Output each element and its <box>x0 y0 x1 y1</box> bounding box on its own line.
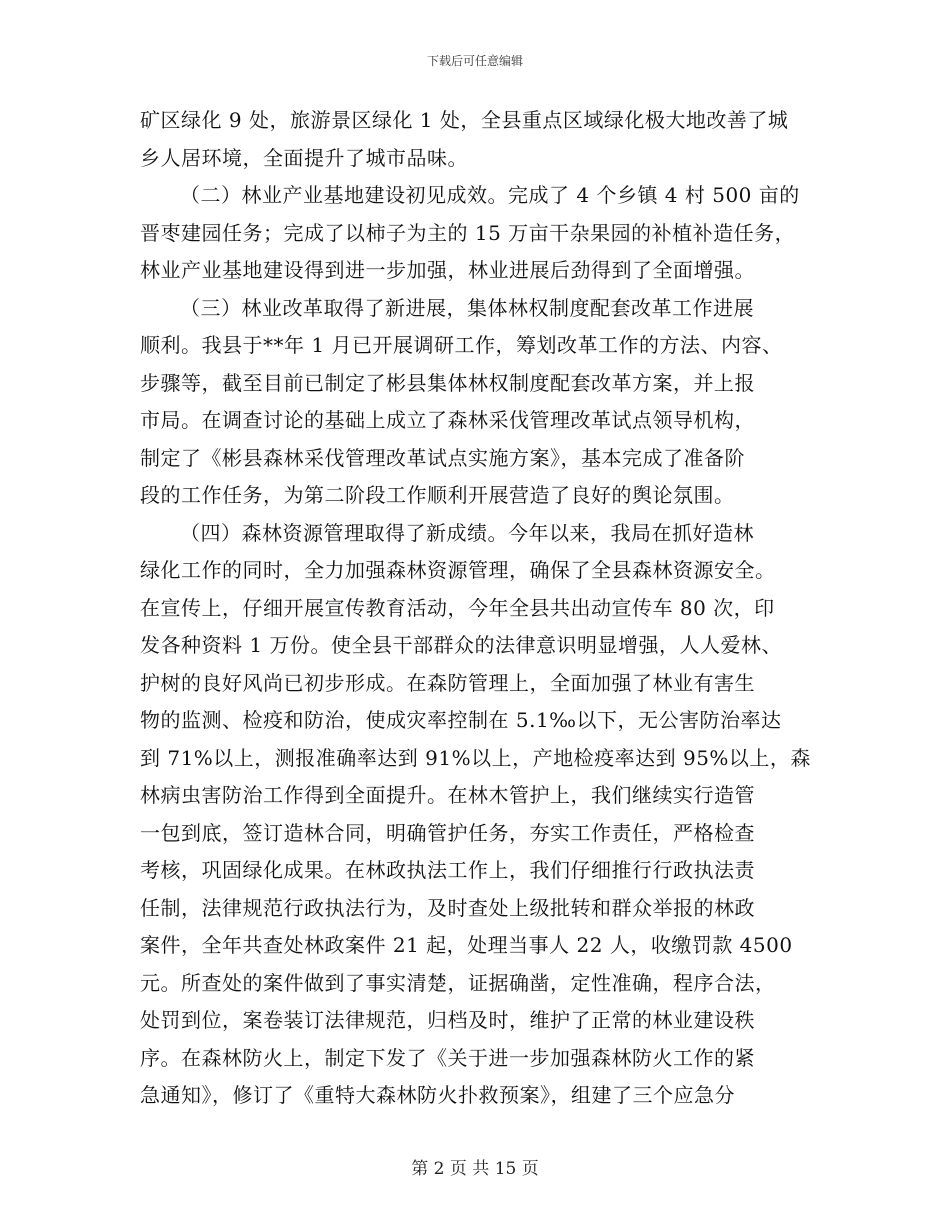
text-line: 段的工作任务，为第二阶段工作顺利开展营造了良好的舆论氛围。 <box>140 483 735 507</box>
paragraph-start-line: （三）林业改革取得了新进展，集体林权制度配套改革工作进展 <box>180 295 754 320</box>
text-line: 市局。在调查讨论的基础上成立了森林采伐管理改革试点领导机构， <box>140 408 755 432</box>
text-line: 晋枣建园任务；完成了以柿子为主的 15 万亩干杂果园的补植补造任务， <box>140 220 796 245</box>
text-line: 处罚到位，案卷装订法律规范，归档及时，维护了正常的林业建设秩 <box>140 1008 755 1032</box>
text-line: 步骤等，截至目前已制定了彬县集体林权制度配套改革方案，并上报 <box>140 370 755 395</box>
paragraph-start-line: （二）林业产业基地建设初见成效。完成了 4 个乡镇 4 村 500 亩的 <box>180 183 800 207</box>
text-line: 案件，全年共查处林政案件 21 起，处理当事人 22 人，收缴罚款 4500 <box>140 933 793 957</box>
text-line: 任制，法律规范行政执法行为，及时查处上级批转和群众举报的林政 <box>140 895 755 920</box>
text-line: 乡人居环境，全面提升了城市品味。 <box>140 145 468 170</box>
text-line: 制定了《彬县森林采伐管理改革试点实施方案》，基本完成了准备阶 <box>140 445 745 470</box>
text-line: 林病虫害防治工作得到全面提升。在林木管护上，我们继续实行造管 <box>140 783 755 807</box>
text-line: 发各种资料 1 万份。使全县干部群众的法律意识明显增强，人人爱林、 <box>140 633 782 657</box>
text-line: 矿区绿化 9 处，旅游景区绿化 1 处，全县重点区域绿化极大地改善了城 <box>140 108 789 132</box>
text-line: 到 71%以上，测报准确率达到 91%以上，产地检疫率达到 95%以上，森 <box>140 745 811 770</box>
document-body <box>140 102 812 1115</box>
text-line: 考核，巩固绿化成果。在林政执法工作上，我们仔细推行行政执法责 <box>140 858 755 882</box>
text-line: 急通知》，修订了《重特大森林防火扑救预案》，组建了三个应急分 <box>140 1083 735 1107</box>
paragraph-start-line: （四）森林资源管理取得了新成绩。今年以来，我局在抓好造林 <box>180 520 754 545</box>
page-header: 下载后可任意编辑 <box>426 54 523 68</box>
text-line: 在宣传上，仔细开展宣传教育活动，今年全县共出动宣传车 80 次，印 <box>140 595 775 620</box>
text-line: 物的监测、检疫和防治，使成灾率控制在 5.1‰以下，无公害防治率达 <box>140 708 782 732</box>
text-line: 一包到底，签订造林合同，明确管护任务，夯实工作责任，严格检查 <box>140 820 755 845</box>
page-number-footer: 第 2 页 共 15 页 <box>411 1159 539 1179</box>
text-line: 序。在森林防火上，制定下发了《关于进一步加强森林防火工作的紧 <box>140 1045 755 1070</box>
text-line: 绿化工作的同时，全力加强森林资源管理，确保了全县森林资源安全。 <box>140 558 776 582</box>
text-line: 林业产业基地建设得到进一步加强，林业进展后劲得到了全面增强。 <box>140 258 755 282</box>
text-line: 护树的良好风尚已初步形成。在森防管理上，全面加强了林业有害生 <box>140 670 755 695</box>
text-line: 元。所查处的案件做到了事实清楚，证据确凿，定性准确，程序合法， <box>140 970 776 995</box>
text-line: 顺利。我县于**年 1 月已开展调研工作，筹划改革工作的方法、内容、 <box>140 333 783 357</box>
